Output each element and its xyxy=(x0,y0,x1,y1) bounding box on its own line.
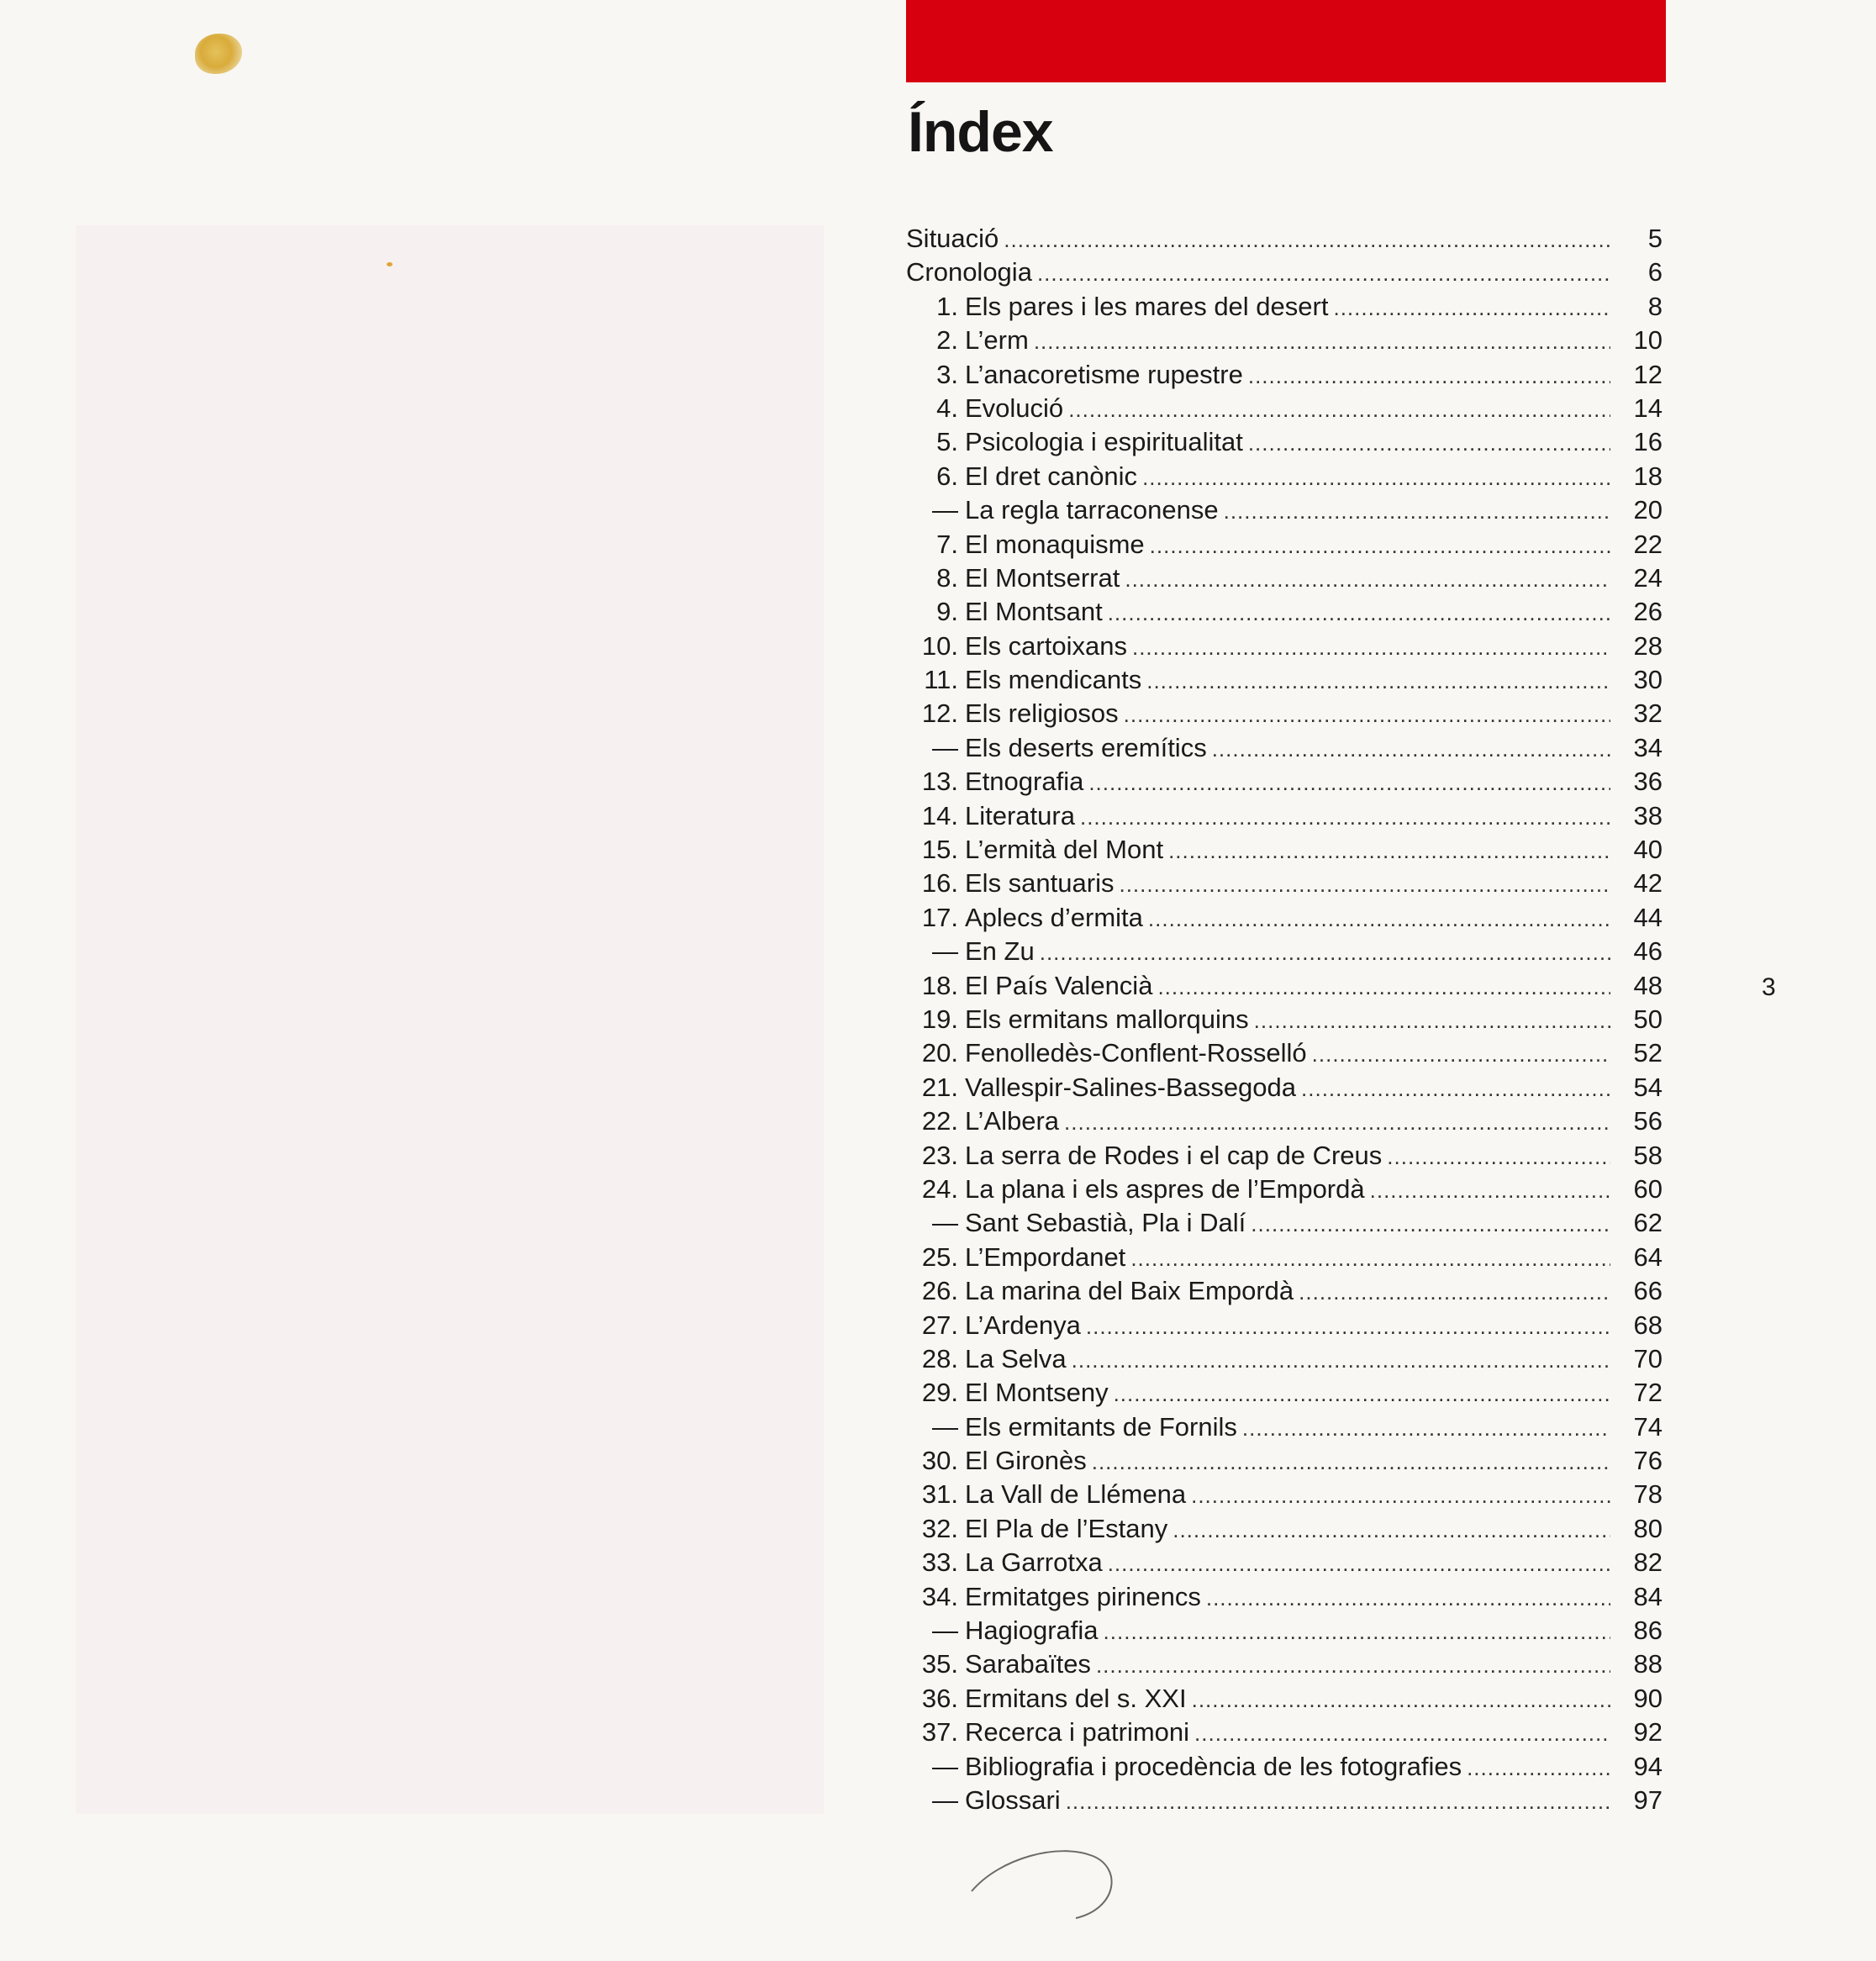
table-of-contents xyxy=(906,222,1663,1817)
toc-dot-leader xyxy=(1191,1479,1610,1512)
page-number: 3 xyxy=(1762,973,1776,1001)
toc-entry-number: — xyxy=(932,495,958,525)
toc-entry-number: — xyxy=(932,1208,958,1238)
toc-entry-number: 20. xyxy=(921,1038,958,1068)
toc-dot-leader xyxy=(1088,766,1610,799)
toc-dot-leader xyxy=(1092,1445,1610,1479)
toc-entry-page: 64 xyxy=(1633,1241,1663,1272)
toc-dot-leader xyxy=(1248,426,1610,460)
toc-entry-page: 70 xyxy=(1633,1343,1663,1373)
toc-entry-number: 23. xyxy=(921,1140,958,1170)
toc-entry-title: El Pla de l’Estany xyxy=(965,1513,1168,1543)
toc-entry-number: 17. xyxy=(921,902,958,932)
toc-entry-number: 9. xyxy=(936,597,958,627)
toc-dot-leader xyxy=(1119,867,1610,901)
toc-entry xyxy=(906,1784,1663,1817)
toc-entry-page: 68 xyxy=(1633,1310,1663,1340)
toc-dot-leader xyxy=(1108,596,1610,630)
toc-entry-page: 58 xyxy=(1633,1140,1663,1170)
toc-entry-page: 6 xyxy=(1647,257,1663,287)
toc-entry-number: 24. xyxy=(921,1173,958,1204)
toc-entry-title: Ermitatges pirinencs xyxy=(965,1581,1201,1611)
toc-entry-page: 30 xyxy=(1633,665,1663,695)
toc-entry-number: — xyxy=(932,1784,958,1815)
toc-entry-page: 92 xyxy=(1633,1717,1663,1748)
toc-entry-page: 36 xyxy=(1633,767,1663,797)
toc-entry-number: 16. xyxy=(921,868,958,899)
toc-dot-leader xyxy=(1034,324,1610,358)
toc-entry xyxy=(906,731,1663,765)
toc-dot-leader xyxy=(1072,1343,1610,1377)
toc-entry xyxy=(906,935,1663,968)
toc-entry-page: 84 xyxy=(1633,1581,1663,1611)
toc-entry xyxy=(906,222,1663,256)
toc-entry xyxy=(906,901,1663,935)
toc-entry xyxy=(906,1139,1663,1173)
toc-entry xyxy=(906,663,1663,697)
toc-dot-leader xyxy=(1068,393,1610,426)
toc-dot-leader xyxy=(1096,1648,1610,1682)
toc-entry-page: 60 xyxy=(1633,1173,1663,1204)
toc-dot-leader xyxy=(1192,1683,1610,1716)
toc-entry-title: La regla tarraconense xyxy=(965,495,1219,525)
toc-entry-title: El Montseny xyxy=(965,1378,1109,1408)
toc-entry-page: 5 xyxy=(1647,224,1663,253)
toc-entry-page: 76 xyxy=(1633,1446,1663,1476)
toc-entry-number: 1. xyxy=(936,291,958,321)
toc-entry xyxy=(906,697,1663,730)
toc-entry-title: Fenolledès-Conflent-Rosselló xyxy=(965,1038,1307,1068)
toc-entry-number: 32. xyxy=(921,1513,958,1543)
toc-entry-title: Els religiosos xyxy=(965,698,1119,729)
pencil-mark xyxy=(967,1841,1135,1933)
toc-entry-page: 88 xyxy=(1633,1649,1663,1679)
toc-entry-page: 28 xyxy=(1633,630,1663,661)
toc-dot-leader xyxy=(1312,1037,1610,1071)
toc-entry xyxy=(906,324,1663,357)
toc-dot-leader xyxy=(1064,1105,1610,1139)
paper-stain xyxy=(195,34,242,74)
header-accent-bar xyxy=(906,0,1666,82)
toc-entry-title: L’Empordanet xyxy=(965,1241,1126,1272)
toc-entry-page: 48 xyxy=(1633,970,1663,1000)
toc-entry xyxy=(906,528,1663,561)
toc-entry-page: 54 xyxy=(1633,1072,1663,1102)
toc-entry-number: 8. xyxy=(936,562,958,593)
toc-entry-number: 36. xyxy=(921,1683,958,1713)
toc-dot-leader xyxy=(1150,529,1610,562)
toc-entry xyxy=(906,290,1663,324)
toc-entry-title: Aplecs d’ermita xyxy=(965,902,1143,932)
toc-entry-title: La plana i els aspres de l’Empordà xyxy=(965,1173,1365,1204)
toc-entry-number: — xyxy=(932,1616,958,1646)
toc-entry-title: Glossari xyxy=(965,1784,1061,1815)
toc-entry-title: El Gironès xyxy=(965,1446,1087,1476)
toc-entry xyxy=(906,1478,1663,1511)
toc-entry-number: 35. xyxy=(921,1649,958,1679)
toc-entry xyxy=(906,765,1663,799)
toc-entry-title: Psicologia i espiritualitat xyxy=(965,427,1243,457)
toc-entry-number: 26. xyxy=(921,1276,958,1306)
toc-entry xyxy=(906,969,1663,1003)
toc-entry-number: 10. xyxy=(921,630,958,661)
toc-entry-number: 7. xyxy=(936,529,958,559)
toc-entry xyxy=(906,561,1663,595)
page-title: Índex xyxy=(908,100,1053,164)
toc-entry-number: 25. xyxy=(921,1241,958,1272)
toc-entry xyxy=(906,1104,1663,1138)
toc-entry-title: L’erm xyxy=(965,325,1029,356)
toc-entry-title: Els cartoixans xyxy=(965,630,1127,661)
toc-entry-page: 80 xyxy=(1633,1513,1663,1543)
toc-entry-page: 86 xyxy=(1633,1616,1663,1646)
toc-entry-number: 5. xyxy=(936,427,958,457)
toc-entry-number: 2. xyxy=(936,325,958,356)
toc-entry xyxy=(906,1206,1663,1240)
toc-entry-page: 14 xyxy=(1633,393,1663,423)
toc-entry xyxy=(906,1274,1663,1308)
toc-entry-title: Els santuaris xyxy=(965,868,1115,899)
toc-entry xyxy=(906,1036,1663,1070)
toc-entry-page: 34 xyxy=(1633,732,1663,762)
toc-dot-leader xyxy=(1251,1207,1610,1241)
toc-entry-number: 11. xyxy=(924,665,958,695)
toc-dot-leader xyxy=(1132,630,1610,664)
toc-entry-page: 82 xyxy=(1633,1547,1663,1578)
toc-dot-leader xyxy=(1104,1615,1610,1648)
toc-entry-title: El monaquisme xyxy=(965,529,1145,559)
toc-entry xyxy=(906,1614,1663,1647)
toc-entry xyxy=(906,1410,1663,1444)
toc-entry-title: Cronologia xyxy=(906,257,1032,287)
toc-entry-page: 46 xyxy=(1633,936,1663,967)
toc-entry-title: L’ermità del Mont xyxy=(965,835,1164,865)
toc-entry-page: 72 xyxy=(1633,1378,1663,1408)
toc-dot-leader xyxy=(1142,461,1610,494)
toc-entry-page: 42 xyxy=(1633,868,1663,899)
toc-entry-number: — xyxy=(932,1411,958,1442)
toc-entry-page: 50 xyxy=(1633,1004,1663,1034)
toc-entry xyxy=(906,1376,1663,1410)
toc-entry xyxy=(906,1512,1663,1546)
toc-entry-page: 40 xyxy=(1633,835,1663,865)
toc-dot-leader xyxy=(1108,1547,1610,1580)
toc-entry-page: 97 xyxy=(1633,1784,1663,1815)
toc-entry-number: 21. xyxy=(921,1072,958,1102)
toc-entry-title: En Zu xyxy=(965,936,1035,967)
toc-entry-title: Situació xyxy=(906,224,999,253)
toc-entry-title: Els deserts eremítics xyxy=(965,732,1207,762)
toc-entry-title: La Garrotxa xyxy=(965,1547,1103,1578)
toc-entry-page: 90 xyxy=(1633,1683,1663,1713)
toc-entry xyxy=(906,425,1663,459)
toc-entry-page: 26 xyxy=(1633,597,1663,627)
toc-entry xyxy=(906,1682,1663,1716)
toc-entry xyxy=(906,833,1663,867)
toc-entry xyxy=(906,595,1663,629)
toc-entry-title: Els pares i les mares del desert xyxy=(965,291,1329,321)
toc-dot-leader xyxy=(1333,291,1610,324)
toc-entry xyxy=(906,867,1663,900)
show-through-panel xyxy=(76,225,824,1814)
toc-dot-leader xyxy=(1194,1716,1610,1750)
toc-entry-number: 33. xyxy=(921,1547,958,1578)
toc-entry-number: — xyxy=(932,1751,958,1781)
toc-entry-title: El País Valencià xyxy=(965,970,1153,1000)
toc-entry-number: 30. xyxy=(921,1446,958,1476)
toc-entry-title: L’Albera xyxy=(965,1106,1060,1136)
toc-dot-leader xyxy=(1387,1140,1610,1173)
toc-entry-title: Literatura xyxy=(965,800,1075,830)
toc-dot-leader xyxy=(1206,1581,1610,1615)
toc-entry-number: 27. xyxy=(921,1310,958,1340)
toc-dot-leader xyxy=(1370,1173,1610,1207)
toc-dot-leader xyxy=(1004,223,1610,256)
toc-entry-number: 14. xyxy=(921,800,958,830)
toc-entry xyxy=(906,493,1663,527)
toc-entry-title: Ermitans del s. XXI xyxy=(965,1683,1187,1713)
toc-entry-page: 44 xyxy=(1633,902,1663,932)
toc-entry-title: Els ermitants de Fornils xyxy=(965,1411,1237,1442)
toc-dot-leader xyxy=(1040,936,1610,969)
toc-entry-page: 16 xyxy=(1633,427,1663,457)
toc-entry xyxy=(906,1546,1663,1579)
toc-entry xyxy=(906,1716,1663,1749)
toc-entry-title: L’anacoretisme rupestre xyxy=(965,359,1243,389)
toc-entry-page: 78 xyxy=(1633,1479,1663,1510)
toc-entry-page: 62 xyxy=(1633,1208,1663,1238)
toc-entry-page: 24 xyxy=(1633,562,1663,593)
toc-entry xyxy=(906,1444,1663,1478)
toc-entry xyxy=(906,256,1663,289)
toc-entry-number: 18. xyxy=(921,970,958,1000)
toc-entry-title: La marina del Baix Empordà xyxy=(965,1276,1294,1306)
toc-dot-leader xyxy=(1157,970,1610,1004)
toc-entry-title: El dret canònic xyxy=(965,461,1138,491)
toc-entry-page: 74 xyxy=(1633,1411,1663,1442)
toc-entry-title: Sant Sebastià, Pla i Dalí xyxy=(965,1208,1246,1238)
toc-entry-number: — xyxy=(932,732,958,762)
toc-entry-page: 32 xyxy=(1633,698,1663,729)
toc-entry xyxy=(906,1750,1663,1784)
toc-entry-title: Evolució xyxy=(965,393,1064,423)
toc-entry-number: 15. xyxy=(921,835,958,865)
toc-entry-title: L’Ardenya xyxy=(965,1310,1081,1340)
toc-dot-leader xyxy=(1467,1751,1610,1784)
toc-entry-page: 94 xyxy=(1633,1751,1663,1781)
toc-entry-number: 19. xyxy=(921,1004,958,1034)
toc-entry-page: 18 xyxy=(1633,461,1663,491)
toc-dot-leader xyxy=(1148,902,1610,936)
toc-entry-title: La serra de Rodes i el cap de Creus xyxy=(965,1140,1383,1170)
toc-entry xyxy=(906,1241,1663,1274)
toc-entry-title: Recerca i patrimoni xyxy=(965,1717,1190,1748)
toc-entry-number: 4. xyxy=(936,393,958,423)
toc-entry xyxy=(906,1071,1663,1104)
toc-entry xyxy=(906,460,1663,493)
toc-entry-number: 22. xyxy=(921,1106,958,1136)
toc-entry-page: 12 xyxy=(1633,359,1663,389)
toc-entry-page: 10 xyxy=(1633,325,1663,356)
toc-dot-leader xyxy=(1242,1411,1610,1445)
toc-dot-leader xyxy=(1037,256,1610,290)
toc-entry xyxy=(906,392,1663,425)
toc-entry xyxy=(906,799,1663,833)
toc-entry-title: Els mendicants xyxy=(965,665,1142,695)
toc-entry xyxy=(906,1309,1663,1342)
toc-entry xyxy=(906,358,1663,392)
toc-dot-leader xyxy=(1248,359,1610,393)
toc-dot-leader xyxy=(1301,1072,1610,1105)
toc-entry-title: Etnografia xyxy=(965,767,1084,797)
toc-entry-number: 13. xyxy=(921,767,958,797)
toc-entry-title: Bibliografia i procedència de les fotografies xyxy=(965,1751,1462,1781)
toc-entry-title: La Vall de Llémena xyxy=(965,1479,1187,1510)
toc-dot-leader xyxy=(1080,800,1610,834)
toc-entry-page: 22 xyxy=(1633,529,1663,559)
toc-entry-page: 56 xyxy=(1633,1106,1663,1136)
toc-dot-leader xyxy=(1224,494,1610,528)
toc-dot-leader xyxy=(1299,1275,1610,1309)
toc-entry-number: 37. xyxy=(921,1717,958,1748)
toc-entry-number: 31. xyxy=(921,1479,958,1510)
toc-entry xyxy=(906,1003,1663,1036)
toc-dot-leader xyxy=(1125,562,1610,596)
toc-entry-page: 8 xyxy=(1647,291,1663,321)
toc-dot-leader xyxy=(1172,1513,1610,1547)
toc-entry-page: 20 xyxy=(1633,495,1663,525)
toc-entry-title: Hagiografia xyxy=(965,1616,1099,1646)
toc-entry-number: 34. xyxy=(921,1581,958,1611)
toc-entry-number: 6. xyxy=(936,461,958,491)
toc-entry-title: Vallespir-Salines-Bassegoda xyxy=(965,1072,1297,1102)
toc-dot-leader xyxy=(1124,698,1610,731)
toc-entry-number: 28. xyxy=(921,1343,958,1373)
toc-entry xyxy=(906,1580,1663,1614)
toc-entry-number: — xyxy=(932,936,958,967)
toc-dot-leader xyxy=(1130,1241,1610,1275)
toc-dot-leader xyxy=(1086,1310,1610,1343)
toc-entry-page: 38 xyxy=(1633,800,1663,830)
toc-entry xyxy=(906,1173,1663,1206)
toc-dot-leader xyxy=(1066,1784,1610,1818)
toc-entry-number: 29. xyxy=(921,1378,958,1408)
toc-entry xyxy=(906,1647,1663,1681)
toc-entry-page: 66 xyxy=(1633,1276,1663,1306)
toc-dot-leader xyxy=(1168,834,1610,867)
toc-entry xyxy=(906,630,1663,663)
toc-entry xyxy=(906,1342,1663,1376)
toc-dot-leader xyxy=(1212,732,1610,766)
toc-entry-number: 12. xyxy=(921,698,958,729)
toc-entry-title: Sarabaïtes xyxy=(965,1649,1091,1679)
toc-entry-title: Els ermitans mallorquins xyxy=(965,1004,1249,1034)
toc-entry-title: La Selva xyxy=(965,1343,1067,1373)
toc-entry-title: El Montsant xyxy=(965,597,1103,627)
paper-speck xyxy=(387,262,393,266)
toc-dot-leader xyxy=(1114,1377,1610,1410)
toc-dot-leader xyxy=(1254,1004,1610,1037)
toc-entry-page: 52 xyxy=(1633,1038,1663,1068)
toc-entry-title: El Montserrat xyxy=(965,562,1120,593)
toc-dot-leader xyxy=(1146,664,1610,698)
toc-entry-number: 3. xyxy=(936,359,958,389)
